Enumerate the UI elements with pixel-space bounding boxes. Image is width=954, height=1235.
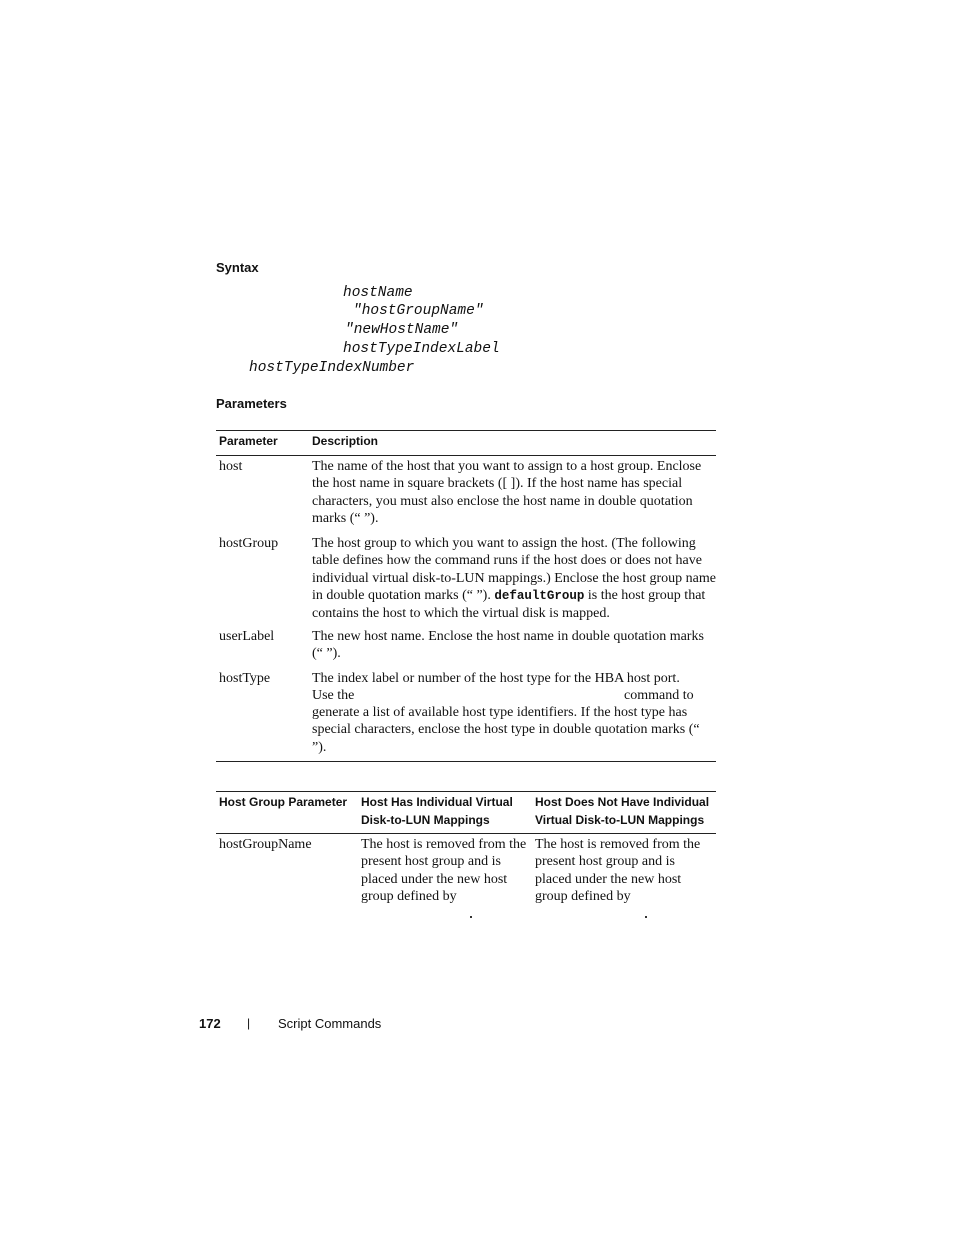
param-host: host [219,459,243,474]
syntax-host-name: hostName [343,285,413,301]
footer-section-title: Script Commands [278,1016,382,1031]
syntax-heading: Syntax [216,260,259,275]
column-header-description: Description [312,434,379,448]
parameters-heading: Parameters [216,396,287,411]
hg-param-host-group-name: hostGroupName [219,837,312,852]
desc-host-type-rest: generate a list of available host type identifiers. If the host type has special characters, enclose the host type in double quotation marks (“ ”). [312,705,700,755]
syntax-host-group-name: "hostGroupName" [353,303,484,319]
hg-header-parameter: Host Group Parameter [219,795,348,809]
footer-separator: | [247,1016,251,1030]
syntax-new-host-name: "newHostName" [345,322,459,338]
default-group-code: defaultGroup [494,588,585,603]
column-header-parameter: Parameter [219,434,278,448]
hg-table-top-rule [216,791,716,792]
syntax-host-type-index-number: hostTypeIndexNumber [249,360,415,376]
desc-host-type-use-the: Use the [312,688,355,703]
param-user-label: userLabel [219,629,275,644]
desc-user-label: The new host name. Enclose the host name in double quotation marks (“ ”). [312,629,704,662]
hg-header-not-individual: Host Does Not Have Individual Virtual Disk-to-LUN Mappings [535,795,710,827]
hg-col2-trailing-dot [470,916,472,918]
desc-host: The name of the host that you want to assign to a host group. Enclose the host name in square brackets ([ ]). If the host name has special characters, you must also enclose the host name in double quotation marks (“ ”). [312,459,702,526]
table-top-rule [216,430,716,431]
param-host-type: hostType [219,671,271,686]
desc-host-type-command-to: command to [624,688,694,703]
hg-col3-trailing-dot [645,916,647,918]
hg-col2: The host is removed from the present host group and is placed under the new host group defined by [361,837,527,904]
syntax-host-type-index-label: hostTypeIndexLabel [343,341,500,357]
hg-header-rule [216,833,716,834]
desc-host-type-line1: The index label or number of the host type for the HBA host port. [312,671,680,686]
param-host-group: hostGroup [219,536,279,551]
hg-col3: The host is removed from the present host group and is placed under the new host group defined by [535,837,701,904]
page-number: 172 [199,1016,221,1031]
hg-header-individual: Host Has Individual Virtual Disk-to-LUN Mappings [361,795,513,827]
table-bottom-rule [216,761,716,762]
desc-host-group: The host group to which you want to assign the host. (The following table defines how the command runs if the host does or does not have individual virtual disk-to-LUN mappings.) Enclose the host group name in double quotation marks (“ ”). defaultGroup is the host group that contains the host to which the virtual disk is mapped. [312,536,716,622]
header-rule [216,455,716,456]
